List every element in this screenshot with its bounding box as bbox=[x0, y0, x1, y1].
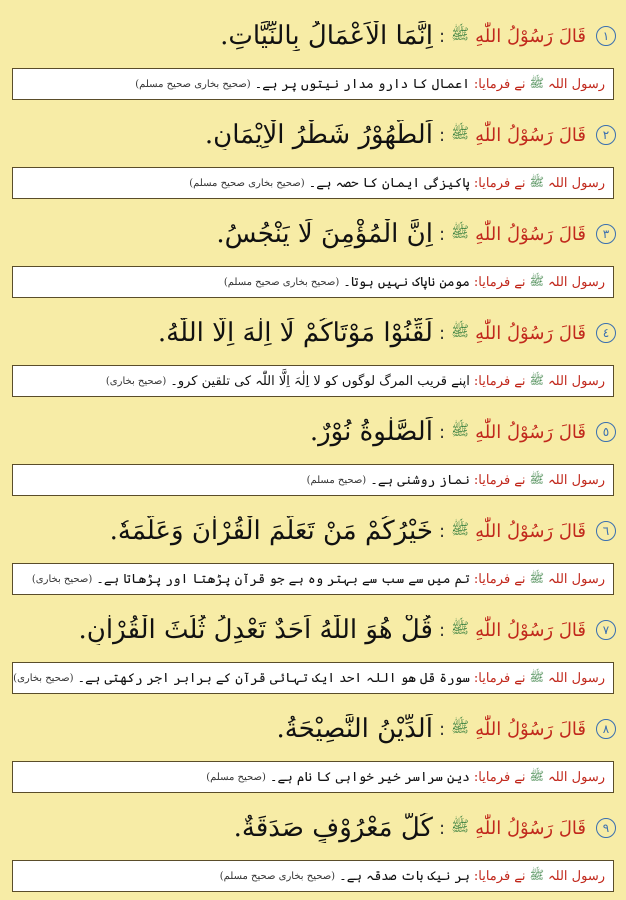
hadith-source: (صحیح بخاری صحیح مسلم) bbox=[189, 177, 305, 189]
salutation-mark: ﷺ bbox=[451, 817, 470, 835]
qal-rasool-label: قَالَ رَسُوْلُ اللّٰهِ bbox=[475, 817, 586, 839]
translation-verb: نے فرمایا: bbox=[473, 373, 526, 389]
hadith-arabic-text: اَلدِّيْنُ النَّصِيْحَةُ. bbox=[276, 714, 433, 744]
qal-rasool-label: قَالَ رَسُوْلُ اللّٰهِ bbox=[475, 223, 586, 245]
hadith-number-badge: ٩ bbox=[596, 818, 616, 838]
urdu-translation-text: اعمال کا دارو مدار نیتوں پر ہے۔ bbox=[254, 76, 470, 92]
translation-verb: نے فرمایا: bbox=[473, 769, 526, 785]
translation-salutation-mark: ﷺ bbox=[529, 75, 545, 90]
translation-box bbox=[12, 167, 614, 199]
qal-rasool-label: قَالَ رَسُوْلُ اللّٰهِ bbox=[475, 421, 586, 443]
urdu-translation-text: اپنے قریب المرگ لوگوں کو لا اِلٰہَ اِلَّا اللّٰہ کی تلقین کرو۔ bbox=[170, 373, 470, 389]
colon-separator: : bbox=[438, 124, 446, 146]
hadith-entry bbox=[0, 598, 626, 697]
hadith-arabic-line bbox=[10, 204, 616, 264]
urdu-translation-text: ہر نیک بات صدقہ ہے۔ bbox=[339, 868, 470, 884]
hadith-entry bbox=[0, 400, 626, 499]
urdu-translation-text: تم میں سے سب سے بہتر وہ ہے جو قرآن پڑھتا اور پڑھاتا ہے۔ bbox=[96, 571, 470, 587]
salutation-mark: ﷺ bbox=[451, 619, 470, 637]
translation-verb: نے فرمایا: bbox=[473, 76, 526, 92]
hadith-source: (صحیح بخاری) bbox=[31, 573, 93, 585]
hadith-source: (صحیح مسلم) bbox=[306, 474, 367, 486]
hadith-number-badge: ٨ bbox=[596, 719, 616, 739]
colon-separator: : bbox=[438, 619, 446, 641]
qal-rasool-label: قَالَ رَسُوْلُ اللّٰهِ bbox=[475, 124, 586, 146]
translation-verb: نے فرمایا: bbox=[473, 670, 526, 686]
colon-separator: : bbox=[438, 718, 446, 740]
translation-rasool-label: رسول اللہ bbox=[548, 670, 605, 686]
translation-rasool-label: رسول اللہ bbox=[548, 76, 605, 92]
hadith-arabic-line bbox=[10, 6, 616, 66]
translation-box bbox=[12, 563, 614, 595]
salutation-mark: ﷺ bbox=[451, 421, 470, 439]
hadith-number-badge: ٤ bbox=[596, 323, 616, 343]
translation-salutation-mark: ﷺ bbox=[529, 570, 545, 585]
hadith-number-badge: ٣ bbox=[596, 224, 616, 244]
hadith-arabic-line bbox=[10, 600, 616, 660]
urdu-translation-text: سورۃ قل ھو اللہ احد ایک تہائی قرآن کے برابر اجر رکھتی ہے۔ bbox=[77, 670, 470, 686]
hadith-arabic-text: اِنَّ الْمُؤْمِنَ لَا يَنْجُسُ. bbox=[216, 219, 433, 249]
qal-rasool-label: قَالَ رَسُوْلُ اللّٰهِ bbox=[475, 25, 586, 47]
qal-rasool-label: قَالَ رَسُوْلُ اللّٰهِ bbox=[475, 520, 586, 542]
translation-box bbox=[12, 860, 614, 892]
translation-rasool-label: رسول اللہ bbox=[548, 868, 605, 884]
urdu-translation-text: مومن ناپاک نہیں ہوتا۔ bbox=[343, 274, 470, 290]
translation-rasool-label: رسول اللہ bbox=[548, 472, 605, 488]
translation-salutation-mark: ﷺ bbox=[529, 372, 545, 387]
hadith-arabic-text: اِنَّمَا الْاَعْمَالُ بِالنِّيَّاتِ. bbox=[220, 21, 433, 51]
salutation-mark: ﷺ bbox=[451, 322, 470, 340]
hadith-arabic-text: قُلْ هُوَ اللّٰهُ اَحَدٌ تَعْدِلُ ثُلُثَ الْقُرْاٰنِ. bbox=[78, 615, 433, 645]
hadith-arabic-line bbox=[10, 402, 616, 462]
translation-salutation-mark: ﷺ bbox=[529, 867, 545, 882]
hadith-arabic-line bbox=[10, 105, 616, 165]
hadith-source: (صحیح بخاری) bbox=[13, 672, 74, 684]
translation-verb: نے فرمایا: bbox=[473, 175, 526, 191]
translation-box bbox=[12, 464, 614, 496]
salutation-mark: ﷺ bbox=[451, 25, 470, 43]
hadith-entry bbox=[0, 103, 626, 202]
translation-verb: نے فرمایا: bbox=[473, 274, 526, 290]
hadith-number-badge: ٥ bbox=[596, 422, 616, 442]
hadith-arabic-text: اَلصَّلٰوةُ نُوْرٌ. bbox=[309, 417, 433, 447]
hadith-entry bbox=[0, 202, 626, 301]
salutation-mark: ﷺ bbox=[451, 718, 470, 736]
qal-rasool-label: قَالَ رَسُوْلُ اللّٰهِ bbox=[475, 322, 586, 344]
hadith-entry bbox=[0, 301, 626, 400]
translation-verb: نے فرمایا: bbox=[473, 472, 526, 488]
hadith-arabic-line bbox=[10, 798, 616, 858]
hadith-entry bbox=[0, 697, 626, 796]
colon-separator: : bbox=[438, 25, 446, 47]
translation-salutation-mark: ﷺ bbox=[529, 669, 545, 684]
hadith-arabic-line bbox=[10, 699, 616, 759]
translation-rasool-label: رسول اللہ bbox=[548, 175, 605, 191]
hadith-number-badge: ٢ bbox=[596, 125, 616, 145]
colon-separator: : bbox=[438, 421, 446, 443]
colon-separator: : bbox=[438, 817, 446, 839]
colon-separator: : bbox=[438, 520, 446, 542]
hadith-entry bbox=[0, 796, 626, 895]
qal-rasool-label: قَالَ رَسُوْلُ اللّٰهِ bbox=[475, 619, 586, 641]
hadith-entry bbox=[0, 499, 626, 598]
translation-rasool-label: رسول اللہ bbox=[548, 571, 605, 587]
translation-salutation-mark: ﷺ bbox=[529, 768, 545, 783]
hadith-arabic-text: اَلطُّهُوْرُ شَطْرُ الْاِيْمَانِ. bbox=[204, 120, 433, 150]
translation-verb: نے فرمایا: bbox=[473, 571, 526, 587]
hadith-source: (صحیح بخاری صحیح مسلم) bbox=[219, 870, 336, 882]
translation-salutation-mark: ﷺ bbox=[529, 174, 545, 189]
salutation-mark: ﷺ bbox=[451, 223, 470, 241]
translation-rasool-label: رسول اللہ bbox=[548, 274, 605, 290]
urdu-translation-text: دین سراسر خیر خواہی کا نام ہے۔ bbox=[269, 769, 470, 785]
colon-separator: : bbox=[438, 223, 446, 245]
translation-rasool-label: رسول اللہ bbox=[548, 769, 605, 785]
urdu-translation-text: پاکیزگی ایمان کا حصہ ہے۔ bbox=[308, 175, 470, 191]
translation-rasool-label: رسول اللہ bbox=[548, 373, 605, 389]
translation-box bbox=[12, 365, 614, 397]
hadith-source: (صحیح بخاری صحیح مسلم) bbox=[223, 276, 340, 288]
translation-salutation-mark: ﷺ bbox=[529, 273, 545, 288]
hadith-arabic-line bbox=[10, 501, 616, 561]
urdu-translation-text: نماز روشنی ہے۔ bbox=[370, 472, 470, 488]
hadith-entry bbox=[0, 4, 626, 103]
hadith-arabic-line bbox=[10, 303, 616, 363]
hadith-number-badge: ٧ bbox=[596, 620, 616, 640]
translation-box bbox=[12, 761, 614, 793]
hadith-arabic-text: خَيْرُكُمْ مَنْ تَعَلَّمَ الْقُرْاٰنَ وَعَلَّمَهٗ. bbox=[109, 516, 433, 546]
translation-box bbox=[12, 662, 614, 694]
hadith-number-badge: ٦ bbox=[596, 521, 616, 541]
salutation-mark: ﷺ bbox=[451, 520, 470, 538]
hadith-number-badge: ١ bbox=[596, 26, 616, 46]
hadith-arabic-text: كُلُّ مَعْرُوْفٍ صَدَقَةٌ. bbox=[233, 813, 433, 843]
hadith-arabic-text: لَقِّنُوْا مَوْتَاكُمْ لَا اِلٰهَ اِلَّا اللّٰهُ. bbox=[157, 318, 433, 348]
hadith-source: (صحیح مسلم) bbox=[206, 771, 266, 783]
translation-box bbox=[12, 68, 614, 100]
translation-salutation-mark: ﷺ bbox=[529, 471, 545, 486]
qal-rasool-label: قَالَ رَسُوْلُ اللّٰهِ bbox=[475, 718, 586, 740]
hadith-source: (صحیح بخاری صحیح مسلم) bbox=[135, 78, 251, 90]
hadith-source: (صحیح بخاری) bbox=[105, 375, 167, 387]
translation-box bbox=[12, 266, 614, 298]
translation-verb: نے فرمایا: bbox=[473, 868, 526, 884]
salutation-mark: ﷺ bbox=[451, 124, 470, 142]
colon-separator: : bbox=[438, 322, 446, 344]
